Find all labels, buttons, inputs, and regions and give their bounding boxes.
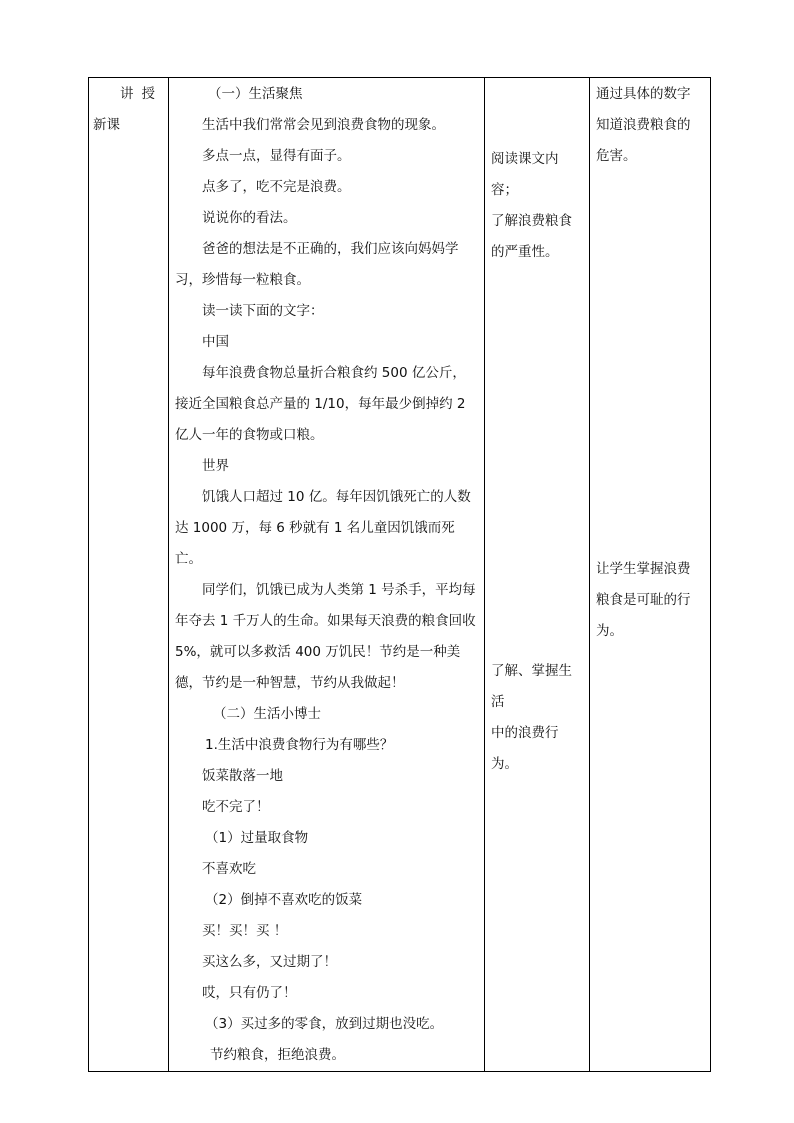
content-paragraph: 中国 — [202, 334, 229, 350]
list-item: （2）倒掉不喜欢吃的饭菜 — [205, 892, 363, 908]
content-paragraph: 不喜欢吃 — [202, 861, 256, 877]
content-paragraph: 说说你的看法。 — [202, 210, 297, 226]
content-paragraph: 世界 — [202, 458, 229, 474]
closing-line: 节约粮食，拒绝浪费。 — [210, 1047, 345, 1063]
content-paragraph: 多点一点，显得有面子。 — [202, 148, 351, 164]
content-paragraph: 吃不完了！ — [202, 799, 270, 815]
content-paragraph: 生活中我们常常会见到浪费食物的现象。 — [202, 117, 445, 133]
goal-text-1: 通过具体的数字 知道浪费粮食的 危害。 — [596, 86, 691, 164]
activity-text-2: 了解、掌握生活 中的浪费行为。 — [491, 663, 572, 772]
list-item: （1）过量取食物 — [205, 830, 309, 846]
list-item: （3）买过多的零食，放到过期也没吃。 — [205, 1016, 444, 1032]
stage-line-1: 讲授 — [120, 86, 163, 102]
lesson-plan-table — [88, 77, 711, 1072]
content-paragraph: 爸爸的想法是不正确的，我们应该向妈妈学习，珍惜每一粒粮食。 — [175, 241, 459, 288]
design-intent-cell — [590, 78, 711, 1072]
question-line: 1.生活中浪费食物行为有哪些？ — [205, 737, 394, 753]
content-paragraph: 饭菜散落一地 — [202, 768, 283, 784]
section-heading-2: （二）生活小博士 — [213, 706, 321, 722]
section-heading-1: （一）生活聚焦 — [208, 86, 303, 102]
student-activity-cell — [485, 78, 590, 1072]
stage-line-2: 新课 — [93, 117, 120, 133]
content-paragraph: 点多了，吃不完是浪费。 — [202, 179, 351, 195]
teaching-content-cell — [169, 78, 485, 1072]
activity-text-1: 阅读课文内容； 了解浪费粮食 的严重性。 — [491, 151, 572, 260]
goal-text-2: 让学生掌握浪费 粮食是可耻的行 为。 — [596, 561, 691, 639]
content-paragraph: 买这么多，又过期了！ — [202, 954, 337, 970]
content-paragraph: 读一读下面的文字： — [202, 303, 324, 319]
content-paragraph: 买！买！买 ！ — [202, 923, 288, 939]
content-paragraph: 每年浪费食物总量折合粮食约 500 亿公斤，接近全国粮食总产量的 1/10，每年最少倒掉约 2 亿人一年的食物或口粮。 — [175, 365, 466, 443]
content-paragraph: 饥饿人口超过 10 亿。每年因饥饿死亡的人数达 1000 万，每 6 秒就有 1 名儿童因饥饿而死亡。 — [175, 489, 471, 567]
stage-cell — [89, 78, 169, 1072]
content-paragraph: 同学们，饥饿已成为人类第 1 号杀手，平均每年夺去 1 千万人的生命。如果每天浪费的粮食回收 5%，就可以多救活 400 万饥民！节约是一种美德，节约是一种智慧，节约从我做起！ — [175, 582, 476, 691]
content-paragraph: 哎，只有仍了！ — [202, 985, 297, 1001]
